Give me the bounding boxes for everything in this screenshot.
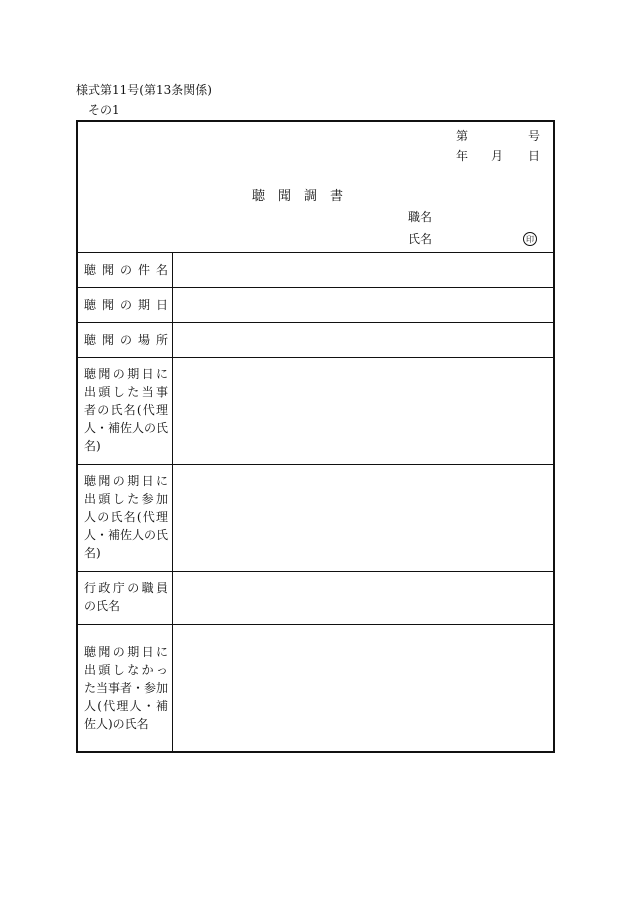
row-label-line: た当事者・参加 (84, 681, 169, 695)
number-suffix: 号 (528, 129, 541, 143)
row-label-line: 聴聞の場所 (84, 333, 168, 347)
row-label-line: 人・補佐人の氏 (84, 421, 169, 435)
seal-mark: 印 (523, 232, 537, 246)
document-title: 聴 聞 調 書 (252, 189, 344, 204)
row-label-agency-staff (84, 579, 168, 615)
row-label-line: 聴聞の期日に (84, 645, 168, 659)
position-label: 職名 (408, 210, 433, 224)
row-label-place (84, 331, 168, 349)
row-label-subject (84, 261, 168, 279)
divider-line (78, 571, 553, 572)
row-label-line: 出頭しなかっ (84, 663, 168, 677)
divider-line (78, 252, 553, 253)
row-label-line: の氏名 (84, 599, 121, 613)
row-label-line: 者の氏名(代理 (84, 403, 168, 417)
row-label-date (84, 296, 168, 314)
row-label-line: 聴聞の件名 (84, 263, 168, 277)
divider-line (78, 322, 553, 323)
date-month: 月 (491, 149, 504, 163)
hearing-record-form (76, 120, 555, 753)
divider-line (78, 357, 553, 358)
row-label-line: 出頭した当事 (84, 385, 168, 399)
row-label-appearing-parties (84, 365, 168, 455)
row-label-line: 人の氏名(代理 (84, 510, 168, 524)
number-prefix: 第 (456, 129, 469, 143)
row-label-line: 人(代理人・補 (84, 699, 168, 713)
date-year: 年 (456, 149, 469, 163)
row-label-appearing-participants (84, 472, 168, 562)
row-label-line: 聴聞の期日に (84, 367, 168, 381)
row-label-line: 行政庁の職員 (84, 581, 168, 595)
date-day: 日 (528, 149, 541, 163)
name-label: 氏名 (408, 232, 433, 246)
form-subtitle: その1 (88, 103, 120, 117)
row-label-line: 佐人)の氏名 (84, 717, 149, 731)
divider-line (78, 464, 553, 465)
row-label-line: 名) (84, 439, 101, 453)
row-label-line: 人・補佐人の氏 (84, 528, 169, 542)
divider-line (78, 624, 553, 625)
row-label-absent-parties (84, 643, 168, 733)
form-number-header: 様式第11号(第13条関係) (76, 83, 212, 97)
divider-line (78, 287, 553, 288)
column-divider (172, 252, 173, 751)
row-label-line: 出頭した参加 (84, 492, 168, 506)
row-label-line: 名) (84, 546, 101, 560)
row-label-line: 聴聞の期日 (84, 298, 168, 312)
row-label-line: 聴聞の期日に (84, 474, 168, 488)
